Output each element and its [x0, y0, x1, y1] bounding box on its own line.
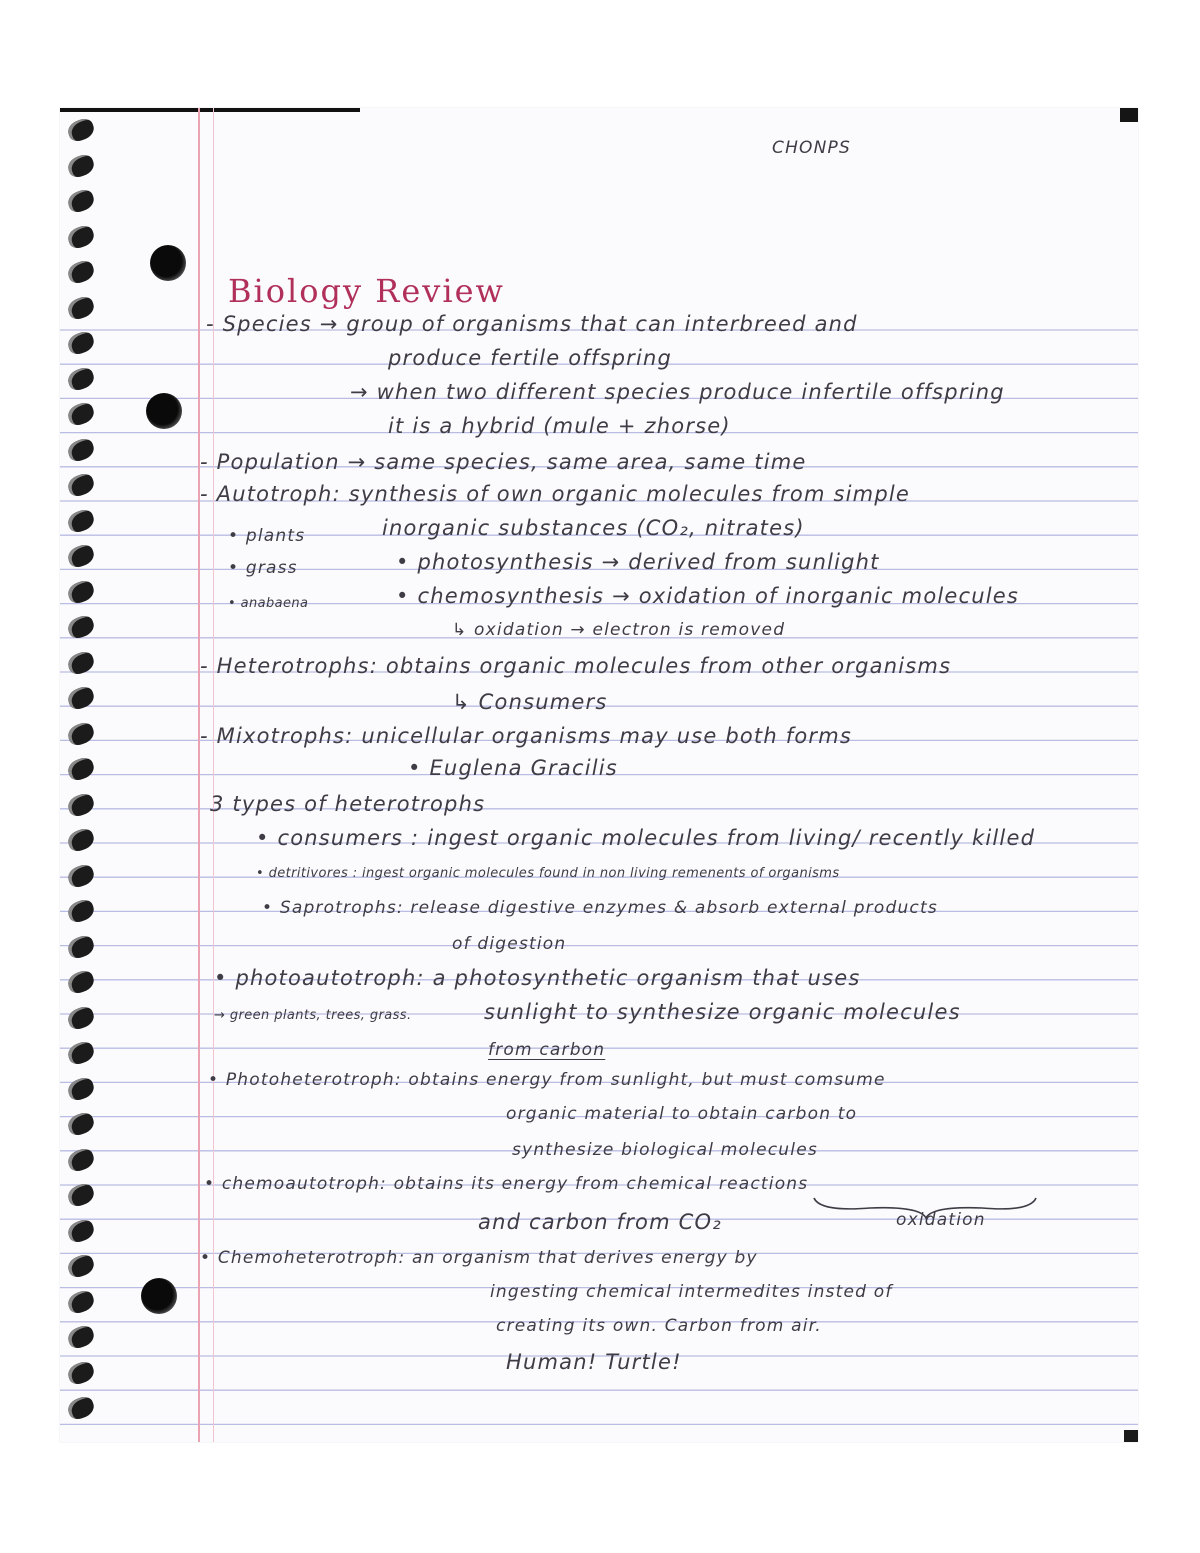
spiral-coil [66, 223, 97, 250]
spiral-coil [66, 1288, 97, 1315]
line-species-2: produce fertile offspring [388, 346, 673, 370]
line-photosynthesis: • photosynthesis → derived from sunlight [396, 550, 880, 574]
spiral-coil [66, 187, 97, 214]
spiral-coil [66, 329, 97, 356]
spiral-coil [66, 258, 97, 285]
line-photoautotroph-3: from carbon [488, 1040, 606, 1060]
line-heterotrophs-1: - Heterotrophs: obtains organic molecules from other organisms [200, 654, 952, 678]
spiral-coil [66, 542, 97, 569]
spiral-coil [66, 791, 97, 818]
line-ex-anabaena: • anabaena [228, 596, 309, 611]
line-chemoheterotroph-4: Human! Turtle! [506, 1350, 682, 1374]
spiral-coil [66, 1394, 97, 1421]
line-ex-grass: • grass [228, 558, 298, 578]
line-consumers: • consumers : ingest organic molecules from living/ recently killed [256, 826, 1036, 850]
spiral-coil [66, 862, 97, 889]
line-oxidation: ↳ oxidation → electron is removed [452, 620, 786, 640]
line-mixotrophs: - Mixotrophs: unicellular organisms may use both forms [200, 724, 853, 748]
spiral-coil [66, 436, 97, 463]
spiral-coil [66, 649, 97, 676]
spiral-coil [66, 968, 97, 995]
line-heterotrophs-2: ↳ Consumers [452, 690, 608, 714]
header-note: CHONPS [772, 138, 851, 158]
spiral-coil [66, 152, 97, 179]
line-photoautotroph-2: sunlight to synthesize organic molecules [484, 1000, 961, 1024]
spiral-coil [66, 1181, 97, 1208]
line-autotroph-1: - Autotroph: synthesis of own organic molecules from simple [200, 482, 911, 506]
spiral-coil [66, 1075, 97, 1102]
spiral-coil [66, 1217, 97, 1244]
spiral-coil [66, 471, 97, 498]
line-chemoautotroph-2: and carbon from CO₂ [478, 1210, 722, 1234]
binder-hole-middle [146, 393, 182, 429]
spiral-coil [66, 400, 97, 427]
spiral-coil [66, 613, 97, 640]
line-euglena: • Euglena Gracilis [408, 756, 618, 780]
spiral-coil [66, 897, 97, 924]
line-photoautotroph-1: • photoautotroph: a photosynthetic organism that uses [214, 966, 861, 990]
spiral-coil [66, 116, 97, 143]
line-photoautotroph-ex: → green plants, trees, grass. [214, 1008, 412, 1023]
spiral-coil [66, 365, 97, 392]
line-chemoautotroph-1: • chemoautotroph: obtains its energy from chemical reactions [204, 1174, 809, 1194]
line-chemoautotroph-note: oxidation [896, 1210, 986, 1230]
line-population: - Population → same species, same area, same time [200, 450, 807, 474]
line-photoheterotroph-3: synthesize biological molecules [512, 1140, 818, 1160]
spiral-coil [66, 1004, 97, 1031]
spiral-coil [66, 826, 97, 853]
spiral-coil [66, 720, 97, 747]
line-photoheterotroph-1: • Photoheterotroph: obtains energy from sunlight, but must comsume [208, 1070, 886, 1090]
spiral-coil [66, 755, 97, 782]
margin-line [198, 108, 200, 1442]
spiral-coil [66, 1110, 97, 1137]
line-species-3: → when two different species produce infertile offspring [350, 380, 1005, 404]
line-chemoheterotroph-3: creating its own. Carbon from air. [496, 1316, 822, 1336]
spiral-binding [64, 120, 104, 1440]
line-photoheterotroph-2: organic material to obtain carbon to [506, 1104, 858, 1124]
spiral-coil [66, 933, 97, 960]
page-title: Biology Review [228, 272, 505, 310]
line-types-heading: 3 types of heterotrophs [210, 792, 486, 816]
spiral-coil [66, 1146, 97, 1173]
line-species-4: it is a hybrid (mule + zhorse) [388, 414, 731, 438]
line-autotroph-2: inorganic substances (CO₂, nitrates) [382, 516, 805, 540]
binder-hole-bottom [141, 1278, 177, 1314]
line-ex-plants: • plants [228, 526, 306, 546]
line-chemosynthesis: • chemosynthesis → oxidation of inorganic molecules [396, 584, 1020, 608]
spiral-coil [66, 1323, 97, 1350]
line-chemoheterotroph-1: • Chemoheterotroph: an organism that derives energy by [200, 1248, 758, 1268]
spiral-coil [66, 684, 97, 711]
spiral-coil [66, 294, 97, 321]
margin-line-inner [213, 108, 214, 1442]
spiral-coil [66, 578, 97, 605]
line-chemoheterotroph-2: ingesting chemical intermedites insted of [490, 1282, 893, 1302]
spiral-coil [66, 1359, 97, 1386]
bracket-curve [810, 1192, 1040, 1222]
line-saprotrophs-1: • Saprotrophs: release digestive enzymes & absorb external products [262, 898, 938, 918]
spiral-coil [66, 1039, 97, 1066]
spiral-coil [66, 507, 97, 534]
line-detritivores: • detritivores : ingest organic molecules found in non living remenents of organisms [256, 866, 840, 881]
line-species-1: - Species → group of organisms that can interbreed and [206, 312, 858, 336]
spiral-coil [66, 1252, 97, 1279]
binder-hole-top [150, 245, 186, 281]
line-saprotrophs-2: of digestion [452, 934, 567, 954]
